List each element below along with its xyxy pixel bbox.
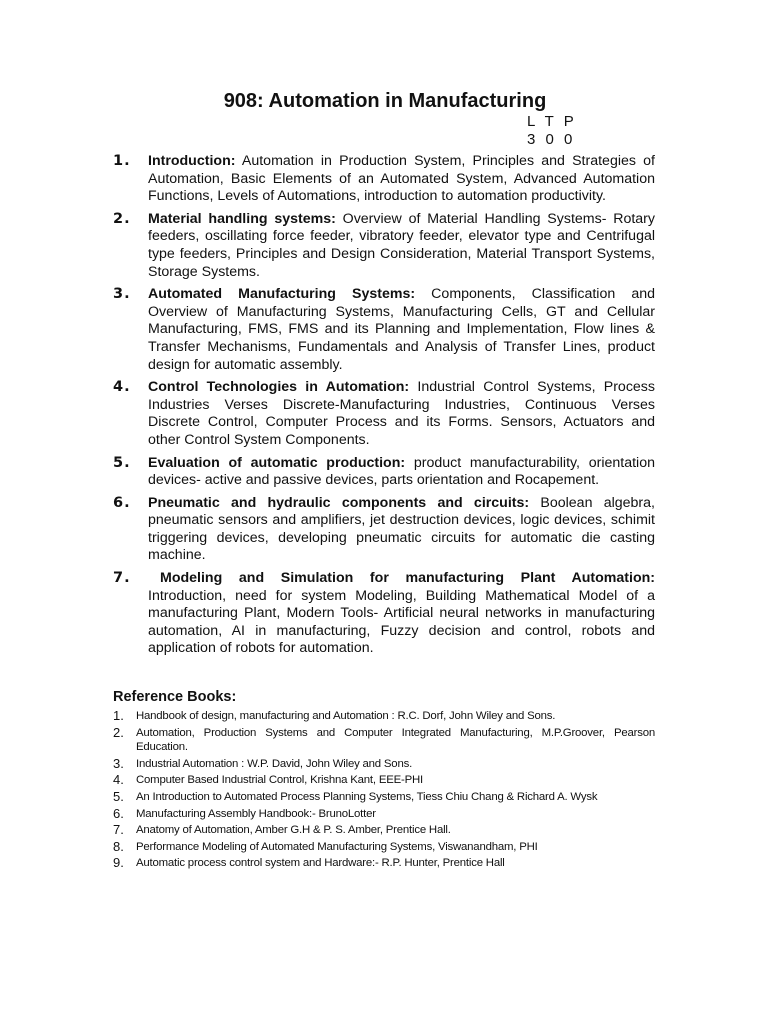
unit-item (113, 379, 655, 449)
unit-text (148, 211, 655, 281)
unit-body: Components, Classification and Overview of Manufacturing Systems, Manufacturing Cells, GT and Cellular Manufacturing, FMS, FMS and its Planning and Implementation, Flow lines & Transfer Mechanisms, Fundamentals and Analysis of Transfer Lines, product design for automatic assembly. (148, 286, 655, 373)
reference-item (113, 840, 655, 855)
references-heading: Reference Books: (113, 689, 237, 705)
unit-body: Automation in Production System, Principles and Strategies of Automation, Basic Elements of an Automated System, Advanced Automation Functions, Levels of Automations, introduction to automation productivity. (148, 153, 655, 205)
unit-item (113, 495, 655, 565)
ltp-header: L T P (527, 113, 577, 130)
unit-item (113, 455, 655, 490)
unit-number: 2. (113, 210, 131, 227)
reference-item (113, 823, 655, 838)
reference-text: Manufacturing Assembly Handbook:- BrunoLotter (136, 807, 376, 820)
reference-text: Computer Based Industrial Control, Krishna Kant, EEE-PHI (136, 774, 423, 787)
reference-number: 5. (113, 788, 124, 804)
unit-title: Material handling systems: (148, 210, 336, 227)
unit-text (148, 570, 655, 658)
reference-text: Handbook of design, manufacturing and Automation : R.C. Dorf, John Wiley and Sons. (136, 710, 556, 722)
unit-title: Introduction: (148, 153, 236, 169)
reference-text: Automatic process control system and Hardware:- R.P. Hunter, Prentice Hall (136, 857, 505, 870)
reference-item (113, 757, 655, 772)
reference-number: 2. (113, 724, 124, 740)
unit-title: Pneumatic and hydraulic components and circuits: (148, 494, 530, 511)
page-title: 908: Automation in Manufacturing (223, 90, 547, 112)
unit-text (148, 495, 655, 565)
unit-item (113, 153, 655, 206)
reference-item (113, 807, 655, 822)
reference-text: An Introduction to Automated Process Planning Systems, Tiess Chiu Chang & Richard A. Wysk (136, 790, 598, 803)
unit-item (113, 286, 655, 374)
reference-number: 4. (113, 772, 124, 788)
unit-item (113, 211, 655, 281)
reference-list (113, 709, 655, 873)
reference-item (113, 709, 655, 724)
reference-text: Automation, Production Systems and Computer Integrated Manufacturing, M.P.Groover, Pearson Education. (136, 726, 655, 754)
reference-text: Anatomy of Automation, Amber G.H & P. S. Amber, Prentice Hall. (136, 824, 451, 837)
unit-text (148, 153, 655, 206)
reference-number: 8. (113, 838, 124, 854)
unit-number: 5. (113, 454, 131, 471)
unit-number: 6. (113, 494, 131, 511)
reference-item (113, 726, 655, 755)
reference-item (113, 773, 655, 788)
unit-text (148, 379, 655, 449)
unit-body: Industrial Control Systems, Process Industries Verses Discrete-Manufacturing Industries, Continuous Verses Discrete Control, Computer Process and its Forms. Sensors, Actuators and other Control System Components. (148, 379, 655, 448)
reference-text: Industrial Automation : W.P. David, John Wiley and Sons. (136, 757, 413, 770)
ltp-values: 3 0 0 (527, 131, 576, 148)
unit-number: 4. (113, 379, 131, 396)
reference-item (113, 856, 655, 871)
reference-number: 3. (113, 755, 124, 771)
reference-text: Performance Modeling of Automated Manufacturing Systems, Viswanandham, PHI (136, 840, 538, 853)
reference-number: 6. (113, 805, 124, 821)
unit-body: product manufacturability, orientation devices- active and passive devices, parts orientation and Rocapement. (148, 454, 655, 489)
unit-title: Control Technologies in Automation: (148, 379, 410, 396)
unit-text (148, 455, 655, 490)
unit-text (148, 286, 655, 374)
unit-body: Boolean algebra, pneumatic sensors and amplifiers, jet destruction devices, logic devices, schimit triggering devices, developing pneumatic circuits for automatic die casting machine. (148, 494, 655, 564)
unit-body: Introduction, need for system Modeling, Building Mathematical Model of a manufacturing Plant, Modern Tools- Artificial neural networks in manufacturing automation, AI in manufacturing, Fuzzy decision and control, robots and application of robots for automation. (148, 587, 655, 657)
unit-title: Automated Manufacturing Systems: (148, 286, 416, 303)
unit-body: Overview of Material Handling Systems- Rotary feeders, oscillating force feeder, vibratory feeder, elevator type and Centrifugal type feeders, Principles and Design Consideration, Material Transport Systems, Storage Systems. (148, 210, 656, 280)
unit-list (113, 153, 655, 663)
reference-item (113, 790, 655, 805)
unit-number: 3. (113, 286, 131, 303)
reference-number: 7. (113, 822, 124, 838)
unit-title: Modeling and Simulation for manufacturing Plant Automation: (160, 570, 655, 587)
unit-number: 1. (113, 153, 131, 169)
unit-number: 7. (113, 570, 131, 587)
reference-number: 9. (113, 855, 124, 871)
unit-item (113, 570, 655, 658)
reference-number: 1. (113, 708, 124, 723)
unit-title: Evaluation of automatic production: (148, 454, 406, 471)
